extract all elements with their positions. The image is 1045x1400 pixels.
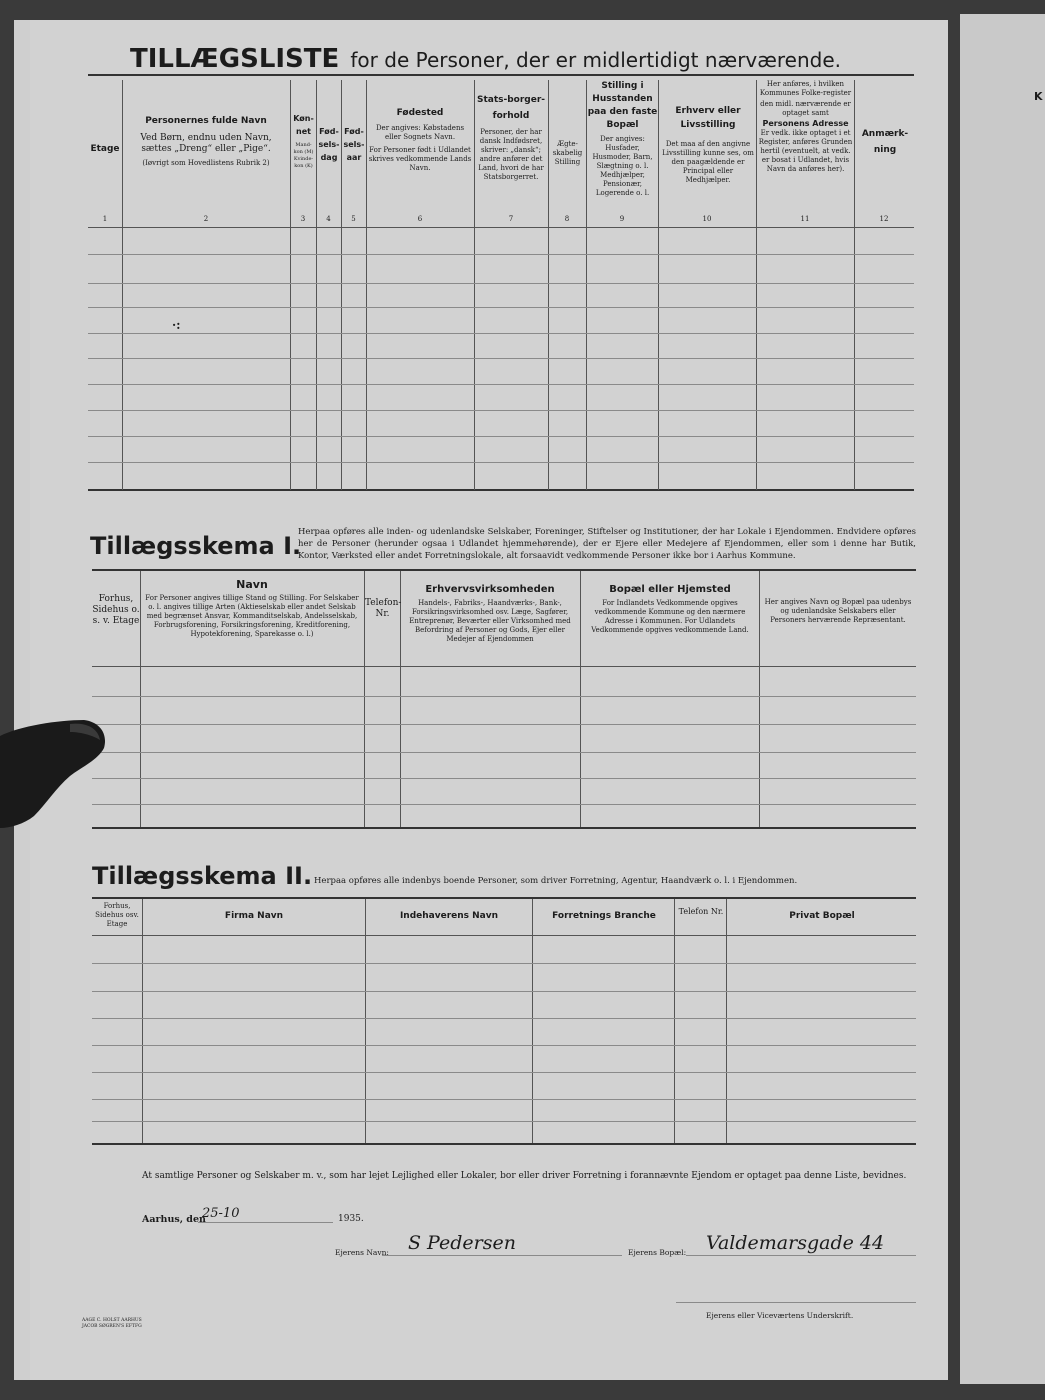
date-value: 25-10 — [202, 1206, 240, 1221]
col-name-head: Personernes fulde Navn — [145, 116, 267, 126]
col-name-sub: Ved Børn, endnu uden Navn, sættes „Dreng“ eller „Pige“. — [140, 133, 272, 154]
col-birthplace-note: For Personer født i Udlandet skrives vedkommende Lands Navn. — [368, 146, 472, 172]
col-remark-head: Anmærk-ning — [861, 129, 909, 155]
s1-col-floor-head: Forhus, Sidehus o. s. v. Etage — [92, 594, 140, 626]
col-household-header — [587, 80, 658, 198]
col-occupation-head: Erhverv eller Livsstilling — [675, 106, 741, 130]
col-num-6: 6 — [417, 215, 423, 223]
col-num-4: 4 — [326, 215, 331, 223]
facing-page — [960, 14, 1045, 1384]
s2-col-owner-head: Indehaverens Navn — [399, 911, 499, 921]
col-register-sub: den midl. nærværende er optaget samt — [760, 100, 851, 117]
s2-col-phone-head: Telefon Nr. — [678, 907, 724, 916]
col-citizenship-sub: Personer, der har dansk Indfødsret, skriver: „dansk“; andre anfører det Land, hvori de har Statsborgerret. — [478, 128, 544, 181]
col-marital-head: Ægte-skabelig Stilling — [552, 140, 583, 166]
s1-col-name-sub: For Personer angives tillige Stand og Stilling. For Selskaber o. l. angives tillige Arten (Aktieselskab eller andet Selskab med begrænset Ansvar, Kommanditselskab, Andelsselskab, Forbrugsforening, Forsikringsforening, Kreditforening, Hypotekforening, Sparekasse o. l.) — [145, 594, 359, 638]
place-label: Aarhus, den — [142, 1214, 206, 1225]
owner-address-value: Valdemarsgade 44 — [706, 1232, 885, 1254]
col-name-header — [124, 116, 288, 168]
s1-col-residence-head: Bopæl eller Hjemsted — [609, 584, 731, 595]
declaration: At samtlige Personer og Selskaber m. v., som har lejet Lejlighed eller Lokaler, bor eller driver Forretning i forannævnte Ejendom er optaget paa denne Liste, bevidnes. — [142, 1171, 907, 1181]
s2-col-floor-head: Forhus, Sidehus osv. Etage — [95, 902, 139, 928]
signature-label: Ejerens eller Viceværtens Underskrift. — [706, 1311, 854, 1320]
col-sex-header — [291, 112, 316, 170]
col-sex-head: Køn-net — [293, 114, 314, 136]
s1-col-business-sub: Handels-, Fabriks-, Haandværks-, Bank-, Forsikringsvirksomhed osv. Læge, Sagfører, Entreprenør, Beværter eller Virksomhed med Befordring af Personer og Gods, Ejer eller Medejer af Ejendommen — [409, 599, 571, 643]
col-num-12: 12 — [879, 215, 889, 223]
s1-col-phone-head: Telefon-Nr. — [365, 598, 402, 619]
main-title-bold: TILLÆGSLISTE — [130, 44, 340, 74]
col-birthday-head: Fød-sels-dag — [318, 127, 340, 162]
col-name-note: (Iøvrigt som Hovedlistens Rubrik 2) — [142, 159, 270, 167]
owner-address-label: Ejerens Bopæl: — [628, 1248, 687, 1257]
s1-col-residence-sub: For Indlandets Vedkommende opgives vedkommende Kommune og den nærmere Adresse i Kommunen. For Udlandets Vedkommende opgives vedkommende Land. — [591, 599, 749, 634]
owner-name-label: Ejerens Navn: — [335, 1248, 389, 1257]
skema1-title: Tillægsskema I. — [90, 532, 302, 560]
main-title-rest: for de Personer, der er midlertidigt nærværende. — [350, 48, 842, 72]
col-num-8: 8 — [564, 215, 570, 223]
col-occupation-header — [660, 104, 756, 185]
s2-col-firm-head: Firma Navn — [224, 911, 284, 921]
s1-col-residence-header — [582, 584, 758, 635]
col-household-head: Stilling i Husstanden paa den faste Bopæl — [587, 81, 658, 130]
col-register-header — [757, 80, 854, 174]
col-birthyear-head: Fød-sels-aar — [343, 127, 365, 162]
col-birthplace-head: Fødested — [396, 108, 444, 118]
s1-col-business-header — [402, 584, 578, 644]
s1-col-representative-sub: Her angives Navn og Bopæl paa udenbys og udenlandske Selskabers eller Personers herværende Repræsentant. — [764, 598, 912, 624]
col-num-10: 10 — [702, 215, 712, 223]
col-sex-sub: Mand-kon (M) Kvinde-kon (K) — [293, 142, 314, 169]
skema2-intro: Herpaa opføres alle indenbys boende Personer, som driver Forretning, Agentur, Haandværk o. l. i Ejendommen. — [314, 876, 798, 886]
col-num-11: 11 — [800, 215, 810, 223]
s1-col-name-header — [142, 578, 362, 639]
thumb-silhouette — [0, 712, 110, 832]
col-household-sub: Der angives: Husfader, Husmoder, Barn, Slægtning o. l. Medhjælper, Pensionær, Logerende o. l. — [592, 135, 653, 197]
col-citizenship-head: Stats-borger-forhold — [476, 95, 546, 121]
col-num-5: 5 — [351, 215, 356, 223]
col-birthplace-sub: Der angives: Købstadens eller Sognets Navn. — [375, 124, 465, 141]
col-num-3: 3 — [300, 215, 306, 223]
col-register-note: Er vedk. ikke optaget i et Register, anføres Grunden hertil (eventuelt, at vedk. er bosat i Udlandet, hvis Navn da anføres her). — [758, 129, 853, 173]
col-citizenship-header — [476, 92, 546, 182]
skema2-title: Tillægsskema II. — [92, 862, 313, 890]
s1-col-name-head: Navn — [236, 578, 268, 591]
col-birthplace-header — [368, 108, 472, 173]
facing-page-fragment: K — [1034, 90, 1043, 103]
main-title — [130, 44, 841, 74]
s2-col-branch-head: Forretnings Branche — [552, 911, 656, 921]
owner-name-value: S Pedersen — [408, 1232, 516, 1254]
col-num-2: 2 — [203, 215, 209, 223]
col-register-head: Her anføres, i hvilken Kommunes Folke-register — [759, 80, 852, 97]
col-num-9: 9 — [619, 215, 625, 223]
printer-imprint: AAGE C. HOLST AARHUS JACOB SØGREN'S EFTFG — [82, 1318, 142, 1329]
skema1-intro: Herpaa opføres alle inden- og udenlandske Selskaber, Foreninger, Stiftelser og Institutioner, der har Lokale i Ejendommen. Endvidere opføres her de Personer (herunder ogsaa i Udlandet hjemmehørende), der er Ejere eller Medejere af Ejendommen, eller som i denne har Butik, Kontor, Værksted eller andet Forretningslokale, alt forsaavidt vedkommende Personer ikke bor i Aarhus Kommune. — [298, 527, 916, 561]
left-page-edge — [14, 20, 31, 1380]
col-occupation-sub: Det maa af den angivne Livsstilling kunne ses, om den paagældende er Principal eller Medhjælper. — [662, 140, 754, 184]
col-num-1: 1 — [102, 215, 108, 223]
s2-col-address-head: Privat Bopæl — [789, 911, 855, 921]
col-register-head2: Personens Adresse — [762, 119, 849, 128]
year: 1935. — [338, 1214, 364, 1224]
s1-col-business-head: Erhvervsvirksomheden — [425, 584, 555, 595]
col-num-7: 7 — [508, 215, 514, 223]
col-etage-head: Etage — [90, 144, 120, 154]
handwritten-mark: ·: — [172, 318, 181, 332]
